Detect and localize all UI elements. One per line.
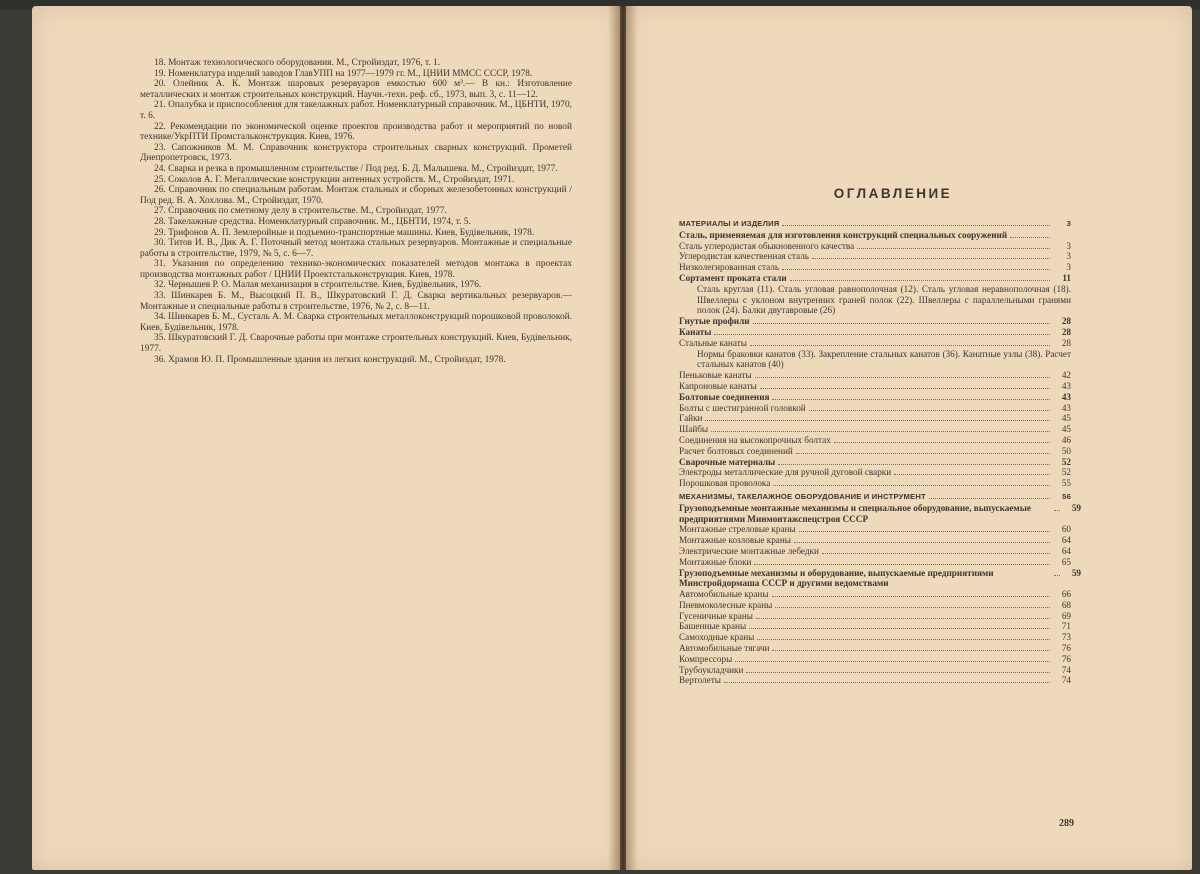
toc-entry	[679, 424, 1071, 435]
toc-entry-page: 76	[1061, 643, 1071, 654]
toc-entry-page: 45	[1061, 424, 1071, 435]
toc-leader-dots	[782, 269, 1050, 270]
toc-entry-page: 69	[1061, 610, 1071, 621]
toc-entry-page: 59	[1071, 567, 1081, 578]
toc-entry-page: 66	[1061, 589, 1071, 600]
toc-entry-page: 28	[1061, 337, 1071, 348]
toc-entry	[679, 457, 1071, 468]
toc-entry-label: Грузоподъемные механизмы и оборудование, выпускаемые предприятиями Минстройдормаша СССР и другими ведомствами	[679, 567, 994, 589]
toc-entry	[679, 654, 1071, 665]
toc-entry	[679, 467, 1071, 478]
toc-entry	[679, 435, 1071, 446]
toc-section-heading	[679, 219, 1071, 230]
toc-entry-page: 28	[1061, 326, 1071, 337]
toc-leader-dots	[753, 323, 1050, 324]
toc-leader-dots	[749, 628, 1050, 629]
toc-entry	[679, 557, 1071, 568]
reference-item: 32. Чернышев Р. О. Малая механизация в строительстве. Киев, Будівельник, 1976.	[154, 280, 482, 291]
reference-item: 25. Соколов А. Г. Металлические конструкции антенных устройств. М., Стройиздат, 1971.	[154, 174, 515, 185]
toc-entry-page: 45	[1061, 413, 1071, 424]
toc-entry-page: 74	[1061, 664, 1071, 675]
toc-entry	[679, 316, 1071, 327]
toc-leader-dots	[809, 410, 1050, 411]
toc-leader-dots	[929, 498, 1050, 499]
page-number: 289	[1059, 818, 1074, 829]
toc-leader-dots	[772, 650, 1050, 651]
reference-item: 19. Номенклатура изделий заводов ГлавУПП на 1977—1979 гг. М., ЦНИИ ММСС СССР, 1978.	[154, 68, 533, 79]
toc-entry-label: Гайки	[679, 413, 703, 424]
toc-leader-dots	[1054, 510, 1060, 511]
toc-entry	[679, 546, 1071, 557]
toc-entry-label: Шайбы	[679, 424, 709, 435]
toc-entry	[679, 611, 1071, 622]
reference-item: 31. Указания по определению технико-экономических показателей методов монтажа в проектах производства монтажных работ / ЦНИИ Проектстальконструкция. Киев, 1978.	[140, 259, 572, 280]
toc-entry-page: 76	[1061, 653, 1071, 664]
toc-entry-page: 68	[1061, 599, 1071, 610]
table-of-contents	[679, 216, 1081, 686]
toc-leader-dots	[754, 564, 1050, 565]
toc-entry	[679, 413, 1071, 424]
reference-item: 28. Такелажные средства. Номенклатурный справочник. М., ЦБНТИ, 1974, т. 5.	[154, 216, 471, 227]
toc-entry-label: Вертолеты	[679, 675, 721, 686]
toc-entry-page: 64	[1061, 545, 1071, 556]
toc-entry-label: Углеродистая качественная сталь	[679, 251, 809, 262]
toc-entry-label: Гусеничные краны	[679, 610, 753, 621]
toc-entry	[679, 262, 1071, 273]
toc-leader-dots	[750, 345, 1050, 346]
reference-item: 26. Справочник по специальным работам. Монтаж стальных и сборных железобетонных конструкций / Под ред. В. А. Хохлова. М., Стройиздат, 1970.	[140, 185, 572, 206]
toc-leader-dots	[1010, 237, 1050, 238]
toc-entry	[679, 502, 1081, 525]
toc-entry	[679, 675, 1071, 686]
toc-entry	[679, 632, 1071, 643]
toc-entry-page: 59	[1071, 502, 1081, 513]
toc-leader-dots	[894, 474, 1050, 475]
toc-entry-label: Грузоподъемные монтажные механизмы и специальное оборудование, выпускаемые предприятиями Минмонтажспецстроя СССР	[679, 502, 1031, 524]
toc-entry-label: Сортамент проката стали	[679, 272, 787, 283]
toc-leader-dots	[794, 542, 1050, 543]
reference-item: 18. Монтаж технологического оборудования. М., Стройиздат, 1976, т. 1.	[154, 58, 441, 68]
toc-leader-dots	[772, 596, 1050, 597]
toc-entry-label: Сварочные материалы	[679, 456, 776, 467]
toc-entry-page: 28	[1061, 316, 1071, 327]
toc-leader-dots	[760, 388, 1050, 389]
toc-entry	[679, 370, 1071, 381]
toc-leader-dots	[775, 607, 1050, 608]
toc-entry	[679, 392, 1071, 403]
toc-entry-label: Стальные канаты	[679, 337, 747, 348]
toc-entry-page: 46	[1061, 434, 1071, 445]
reference-item: 24. Сварка и резка в промышленном строительстве / Под ред. Б. Д. Малышева. М., Стройиздат, 1977.	[154, 163, 558, 174]
toc-entry-page: 71	[1061, 621, 1071, 632]
reference-item: 34. Шинкарев Б. М., Сусталь А. М. Сварка строительных металлоконструкций порошковой проволокой. Киев, Будівельник, 1978.	[140, 312, 572, 333]
toc-leader-dots	[822, 553, 1050, 554]
toc-entry-label: Электроды металлические для ручной дуговой сварки	[679, 467, 892, 478]
toc-subentries: Сталь круглая (11). Сталь угловая равнополочная (12). Сталь угловая неравнополочная (18). Швеллеры с уклоном внутренних граней полок (22). Швеллеры с параллельными гранями полок (24). Балки двутавровые (26)	[697, 283, 1071, 316]
toc-entry-page: 3	[1066, 240, 1071, 251]
toc-entry	[679, 273, 1071, 284]
toc-leader-dots	[799, 531, 1050, 532]
toc-entry-label: Монтажные блоки	[679, 556, 752, 567]
toc-entry-page: 11	[1062, 272, 1071, 283]
toc-entry-label: Соединения на высокопрочных болтах	[679, 434, 831, 445]
toc-entry-page: 56	[1062, 491, 1071, 501]
toc-entry-label: Низколегированная сталь	[679, 262, 780, 273]
toc-entry	[679, 446, 1071, 457]
toc-entry-page: 3	[1066, 251, 1071, 262]
reference-item: 21. Опалубка и приспособления для такелажных работ. Номенклатурный справочник. М., ЦБНТИ, 1970, т. 6.	[140, 100, 572, 121]
toc-entry-label: Автомобильные краны	[679, 589, 769, 600]
toc-entry	[679, 600, 1071, 611]
toc-entry-label: Монтажные козловые краны	[679, 535, 791, 546]
reference-item: 23. Сапожников М. М. Справочник конструктора строительных сварных конструкций. Прометей Днепропетровск, 1973.	[140, 142, 572, 164]
toc-entry	[679, 327, 1071, 338]
bibliography-list	[140, 58, 572, 365]
toc-entry	[679, 524, 1071, 535]
toc-entry-page: 50	[1061, 445, 1071, 456]
toc-leader-dots	[714, 334, 1050, 335]
toc-entry	[679, 403, 1071, 414]
toc-entry-page: 55	[1061, 478, 1071, 489]
toc-leader-dots	[796, 453, 1050, 454]
toc-leader-dots	[735, 661, 1050, 662]
toc-entry-label: Автомобильные тягачи	[679, 643, 770, 654]
toc-entry-page: 43	[1061, 391, 1071, 402]
reference-item: 35. Шкуратовский Г. Д. Сварочные работы при монтаже строительных конструкций. Киев, Будівельник, 1977.	[140, 333, 572, 355]
toc-entry-page: 52	[1061, 467, 1071, 478]
toc-entry-label: Самоходные краны	[679, 632, 755, 643]
toc-leader-dots	[857, 248, 1050, 249]
toc-entry-label: Компрессоры	[679, 653, 733, 664]
toc-entry	[679, 478, 1071, 489]
reference-item: 22. Рекомендации по экономической оценке проектов производства работ и мероприятий по новой технике/УкрПТИ Промстальконструкция. Киев, 1976.	[140, 121, 572, 143]
toc-entry-page: 64	[1061, 535, 1071, 546]
toc-entry-label: Электрические монтажные лебедки	[679, 545, 819, 556]
toc-entry	[679, 567, 1081, 590]
toc-leader-dots	[773, 485, 1050, 486]
toc-entry-page: 52	[1061, 456, 1071, 467]
reference-item: 30. Титов И. В., Дик А. Г. Поточный метод монтажа стальных резервуаров. Монтажные и специальные работы в строительстве, 1979, № 5, с. 6—7.	[140, 238, 572, 259]
toc-leader-dots	[782, 225, 1050, 226]
toc-subentries: Нормы браковки канатов (33). Закрепление стальных канатов (36). Канатные узлы (38). Расчет стальных канатов (40)	[697, 348, 1071, 370]
toc-entry-label: МЕХАНИЗМЫ, ТАКЕЛАЖНОЕ ОБОРУДОВАНИЕ И ИНСТРУМЕНТ	[679, 491, 926, 501]
toc-entry	[679, 589, 1071, 600]
toc-entry-label: Пневмоколесные краны	[679, 599, 773, 610]
toc-leader-dots	[834, 442, 1050, 443]
toc-leader-dots	[755, 377, 1050, 378]
toc-entry	[679, 230, 1071, 241]
toc-entry	[679, 338, 1071, 349]
toc-entry-page: 65	[1061, 556, 1071, 567]
toc-entry	[679, 241, 1071, 252]
toc-leader-dots	[772, 399, 1050, 400]
toc-leader-dots	[746, 672, 1050, 673]
toc-entry-label: Гнутые профили	[679, 316, 750, 327]
toc-section-heading	[679, 492, 1071, 503]
toc-entry	[679, 665, 1071, 676]
toc-entry-label: Болтовые соединения	[679, 391, 770, 402]
toc-entry-page: 43	[1061, 402, 1071, 413]
toc-entry	[679, 621, 1071, 632]
toc-entry-page: 3	[1066, 219, 1071, 228]
toc-leader-dots	[778, 464, 1050, 465]
toc-entry	[679, 535, 1071, 546]
toc-entry-label: Капроновые канаты	[679, 380, 757, 391]
toc-entry-label: Трубоукладчики	[679, 664, 744, 675]
toc-leader-dots	[756, 618, 1050, 619]
toc-leader-dots	[724, 682, 1050, 683]
toc-entry-label: Болты с шестигранной головкой	[679, 402, 806, 413]
toc-entry-page: 42	[1061, 370, 1071, 381]
toc-entry-label: Расчет болтовых соединений	[679, 445, 793, 456]
toc-entry	[679, 643, 1071, 654]
toc-entry	[679, 381, 1071, 392]
toc-entry-label: Монтажные стреловые краны	[679, 524, 796, 535]
toc-entry-page: 60	[1061, 524, 1071, 535]
toc-leader-dots	[757, 639, 1050, 640]
toc-entry-label: Канаты	[679, 326, 712, 337]
reference-item: 20. Олейник А. К. Монтаж шаровых резервуаров емкостью 600 м³.— В кн.: Изготовление металлических и монтаж строительных конструкций. Научн.-техн. реф. сб., 1973, вып. 3, с. 11—12.	[140, 79, 572, 100]
toc-entry-label: Сталь углеродистая обыкновенного качества	[679, 240, 855, 251]
reference-item: 27. Справочник по сметному делу в строительстве. М., Стройиздат, 1977.	[154, 206, 447, 217]
toc-entry-label: Сталь, применяемая для изготовления конструкций специальных сооружений	[679, 229, 1008, 240]
toc-entry-label: Башенные краны	[679, 621, 747, 632]
toc-leader-dots	[790, 280, 1050, 281]
toc-leader-dots	[1054, 575, 1060, 576]
toc-title: ОГЛАВЛЕНИЕ	[833, 186, 953, 201]
toc-entry-page: 43	[1061, 380, 1071, 391]
toc-leader-dots	[711, 431, 1050, 432]
book-gutter	[608, 6, 638, 870]
toc-leader-dots	[705, 420, 1050, 421]
toc-entry	[679, 251, 1071, 262]
toc-entry-label: Пеньковые канаты	[679, 370, 752, 381]
toc-entry-label: Порошковая проволока	[679, 478, 771, 489]
reference-item: 36. Храмов Ю. П. Промышленные здания из легких конструкций. М., Стройиздат, 1978.	[154, 354, 506, 365]
reference-item: 33. Шинкарев Б. М., Высоцкий П. В., Шкуратовский Г. Д. Сварка вертикальных резервуаров.— Монтажные и специальные работы в строительстве, 1976, № 2, с. 8—11.	[140, 291, 572, 312]
toc-entry-page: 73	[1061, 632, 1071, 643]
toc-leader-dots	[812, 258, 1050, 259]
toc-entry-label: МАТЕРИАЛЫ И ИЗДЕЛИЯ	[679, 219, 780, 228]
toc-entry-page: 3	[1066, 262, 1071, 273]
toc-entry-page: 74	[1061, 675, 1071, 686]
reference-item: 29. Трифонов А. П. Землеройные и подъемно-транспортные машины. Киев, Будівельник, 1978.	[154, 227, 535, 238]
